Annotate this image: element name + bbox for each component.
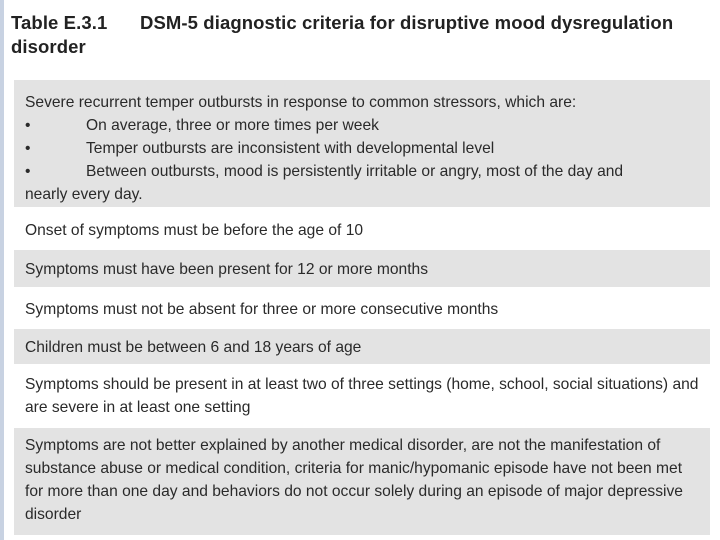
criteria-row-exclusions: Symptoms are not better explained by another medical disorder, are not the manifestation of substance abuse or medical condition, criteria for manic/hypomanic episode have not been met for more than one day and behaviors do not occur solely during an episode of major depressive disorder [14,428,710,538]
criteria-bullet [25,160,700,183]
criteria-bullet [25,137,700,160]
criteria-table [14,80,710,538]
bullet-text: Between outbursts, mood is persistently irritable or angry, most of the day and [86,163,624,180]
table-title [11,11,711,59]
table-title-text: DSM-5 diagnostic criteria for disruptive mood dysregulation disorder [11,12,674,57]
bullet-continuation: nearly every day. [25,186,143,203]
criteria-row-duration: Symptoms must have been present for 12 or more months [14,250,710,290]
criteria-row-age: Children must be between 6 and 18 years of age [14,329,710,367]
bullet-text: Temper outbursts are inconsistent with developmental level [86,140,495,157]
criteria-row-settings: Symptoms should be present in at least two of three settings (home, school, social situations) and are severe in at least one setting [14,367,710,428]
bullet-marker: • [25,163,31,180]
bullet-marker: • [25,117,31,134]
bullet-marker: • [25,140,31,157]
bullet-text: On average, three or more times per week [86,117,379,134]
criteria-row-continuity: Symptoms must not be absent for three or more consecutive months [14,290,710,329]
slide-edge [0,0,4,540]
criteria-row-onset: Onset of symptoms must be before the age of 10 [14,210,710,250]
criteria-intro: Severe recurrent temper outbursts in response to common stressors, which are: [25,94,577,111]
criteria-row-temper-outbursts [14,80,710,210]
criteria-bullet [25,114,700,137]
table-number: Table E.3.1 [11,12,108,33]
